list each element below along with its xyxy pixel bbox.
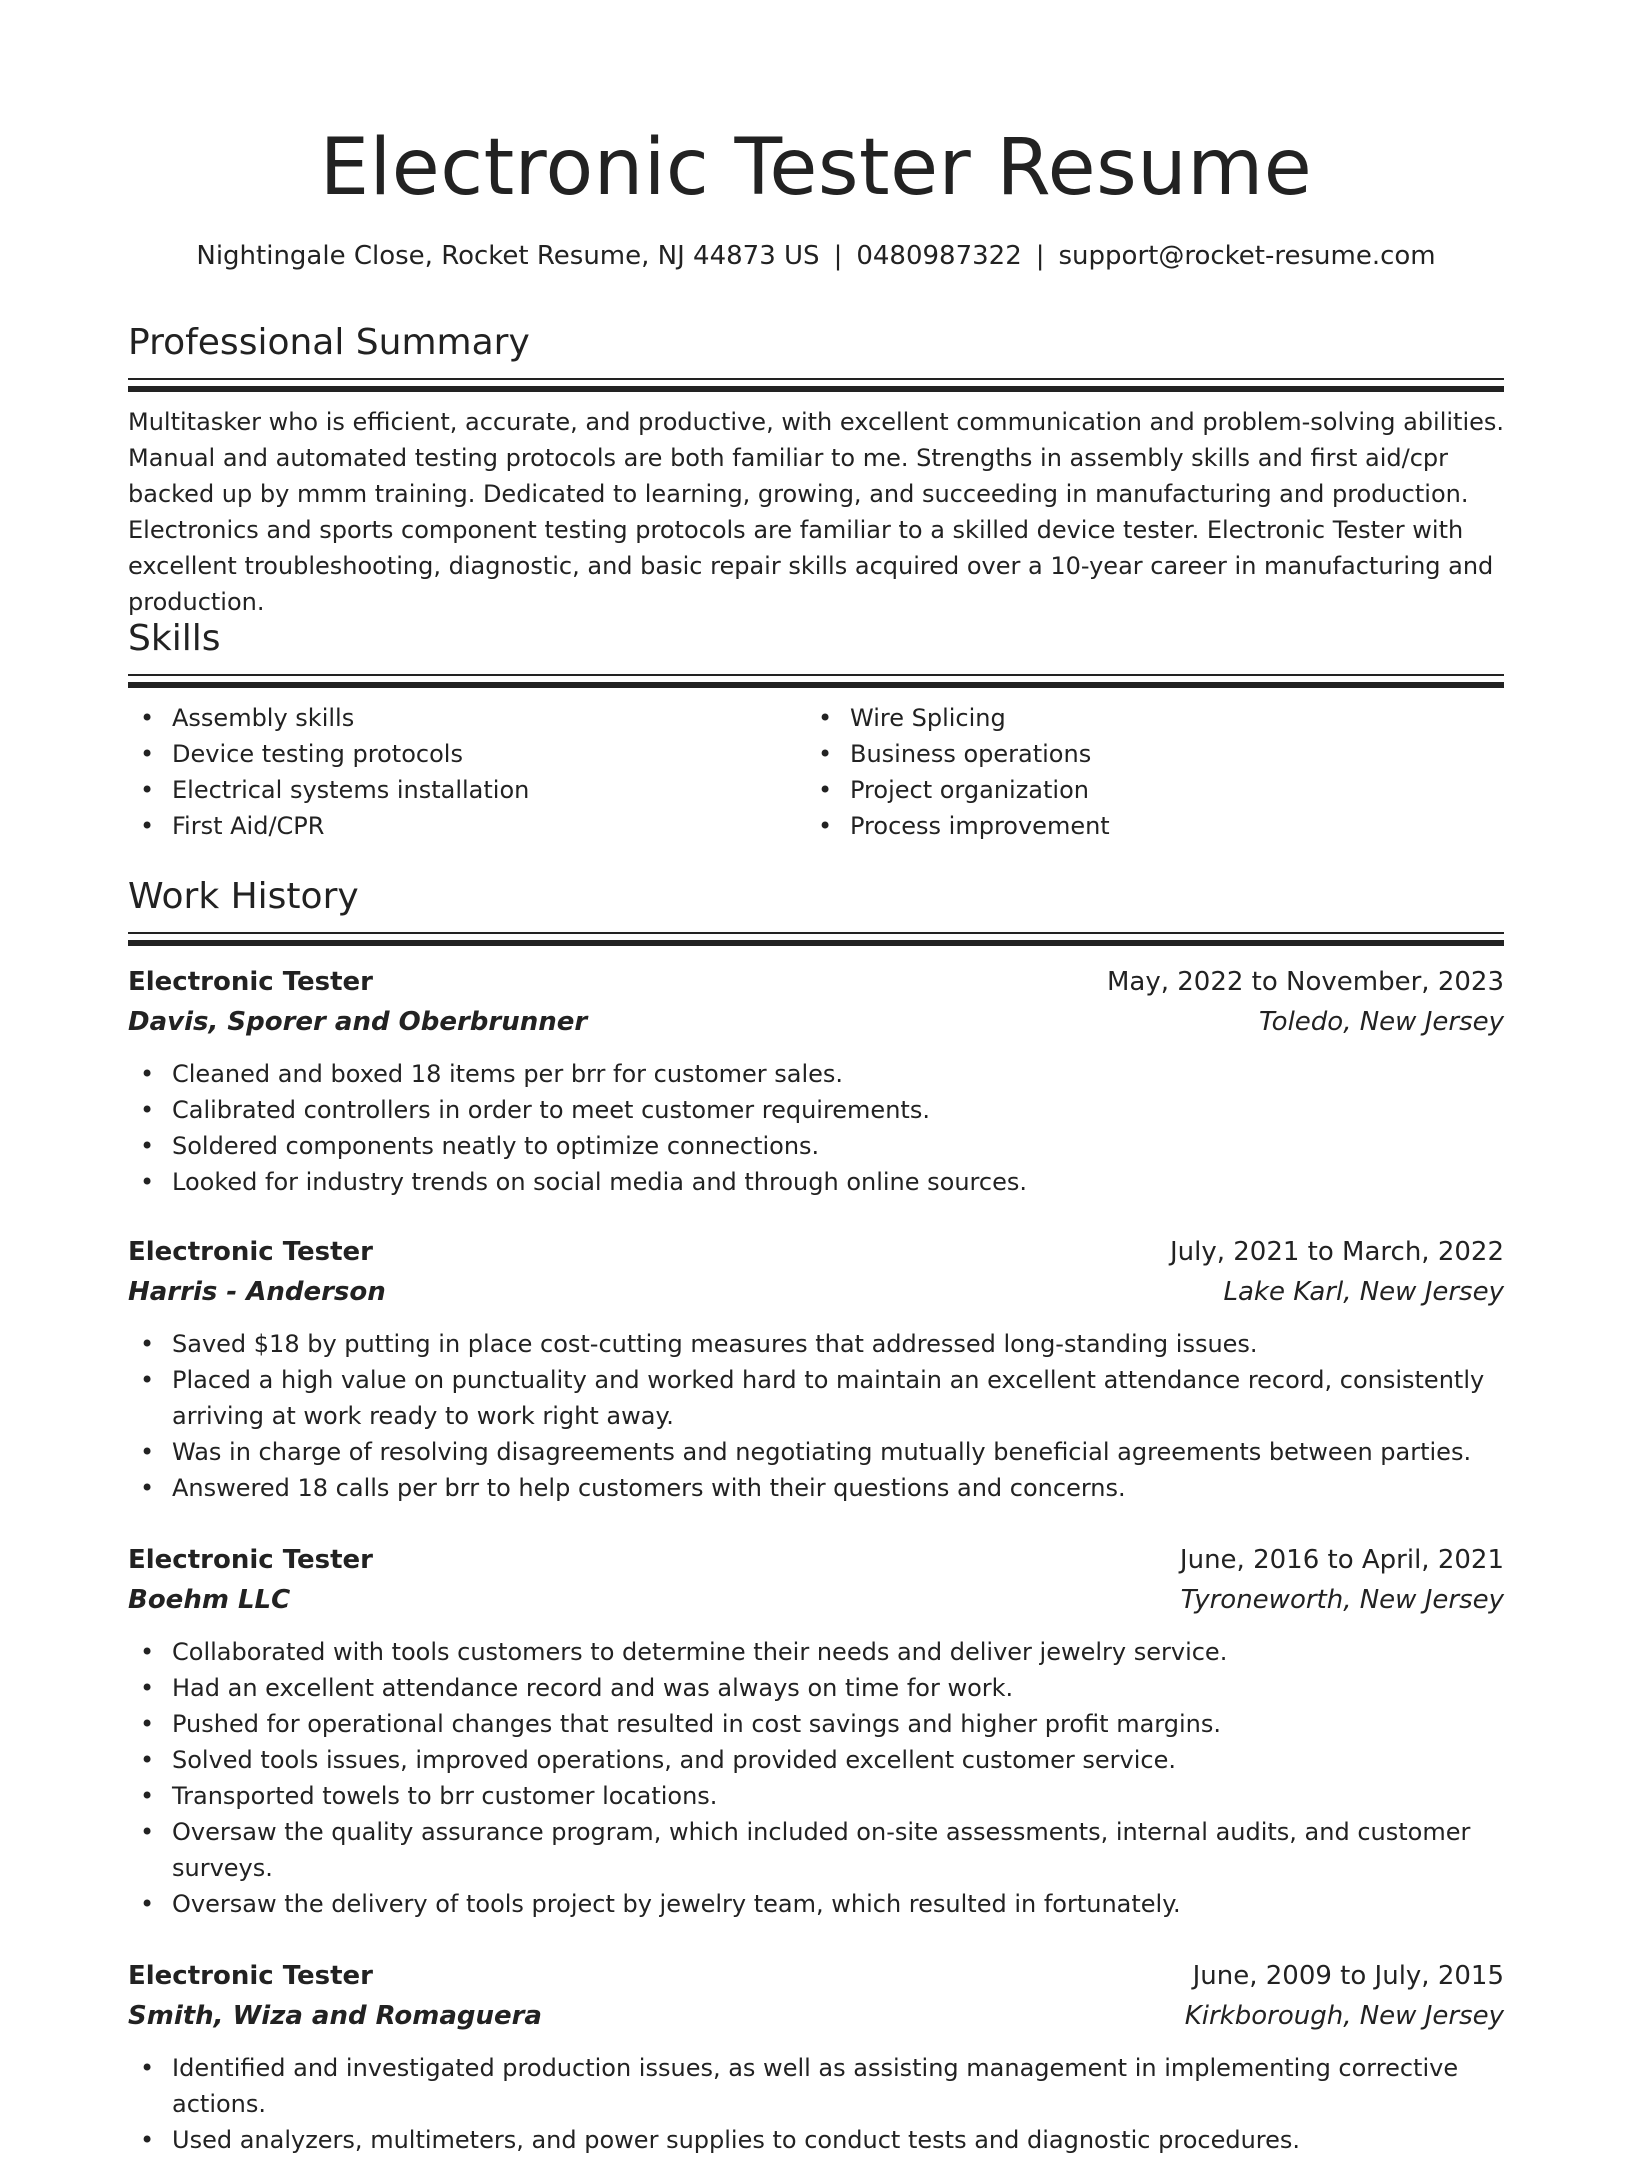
job-title: Electronic Tester <box>128 1961 373 1991</box>
job-title: Electronic Tester <box>128 967 373 997</box>
job-bullet: • Looked for industry trends on social media and through online sources. <box>128 1164 1504 1200</box>
job-title: Electronic Tester <box>128 1545 373 1575</box>
job-bullet: • Calibrated controllers in order to meet customer requirements. <box>128 1092 1504 1128</box>
skills-section <box>128 614 1504 844</box>
email-link[interactable]: support@rocket-resume.com <box>1058 241 1436 271</box>
job-bullet: • Collaborated with tools customers to determine their needs and deliver jewelry service. <box>128 1634 1504 1670</box>
job-bullet: • Solved tools issues, improved operations, and provided excellent customer service. <box>128 1742 1504 1778</box>
job-entry <box>128 962 1504 1200</box>
job-bullet: • Was in charge of resolving disagreements and negotiating mutually beneficial agreements between parties. <box>128 1434 1504 1470</box>
job-dates: June, 2009 to July, 2015 <box>1192 1961 1504 1991</box>
phone: 0480987322 <box>856 241 1022 271</box>
summary-text: Multitasker who is efficient, accurate, and productive, with excellent communication and problem-solving abilities. Manual and automated testing protocols are both familiar to me. Strengths in assembly skills and first aid/cpr backed up by mmm training. Dedicated to learning, growing, and succeeding in manufacturing and production. Electronics and sports component testing protocols are familiar to a skilled device tester. Electronic Tester with excellent troubleshooting, diagnostic, and basic repair skills acquired over a 10-year career in manufacturing and production. <box>128 408 1505 616</box>
separator: | <box>1035 241 1045 271</box>
job-bullets <box>128 1056 1504 1200</box>
job-bullet: • Soldered components neatly to optimize connections. <box>128 1128 1504 1164</box>
section-divider <box>128 932 1504 946</box>
skill-item: • Wire Splicing <box>806 700 1484 736</box>
job-bullets <box>128 1326 1504 1506</box>
skills-list-right <box>806 700 1484 844</box>
job-bullet: • Oversaw the quality assurance program, which included on-site assessments, internal audits, and customer surveys. <box>128 1814 1504 1886</box>
section-divider <box>128 674 1504 688</box>
job-bullet: • Had an excellent attendance record and was always on time for work. <box>128 1670 1504 1706</box>
skills-list-left <box>128 700 806 844</box>
section-divider <box>128 378 1504 392</box>
job-entry <box>128 1232 1504 1506</box>
job-dates: July, 2021 to March, 2022 <box>1169 1237 1504 1267</box>
job-location: Toledo, New Jersey <box>1259 1007 1504 1037</box>
job-entry <box>128 1540 1504 1922</box>
section-title-work-history: Work History <box>128 876 359 917</box>
skill-item: • Business operations <box>806 736 1484 772</box>
work-history-section <box>128 872 1504 946</box>
section-title-skills: Skills <box>128 618 221 659</box>
skill-item: • Assembly skills <box>128 700 806 736</box>
skill-item: • Process improvement <box>806 808 1484 844</box>
job-bullet: • Answered 18 calls per brr to help customers with their questions and concerns. <box>128 1470 1504 1506</box>
skill-item: • Device testing protocols <box>128 736 806 772</box>
job-location: Kirkborough, New Jersey <box>1184 2001 1504 2031</box>
job-location: Tyroneworth, New Jersey <box>1180 1585 1504 1615</box>
resume-title: Electronic Tester Resume <box>319 123 1313 213</box>
skill-item: • First Aid/CPR <box>128 808 806 844</box>
job-entry <box>128 1956 1504 2158</box>
separator: | <box>833 241 843 271</box>
skills-columns <box>128 700 1504 844</box>
job-bullet: • Saved $18 by putting in place cost-cutting measures that addressed long-standing issues. <box>128 1326 1504 1362</box>
job-bullet: • Pushed for operational changes that resulted in cost savings and higher profit margins. <box>128 1706 1504 1742</box>
skill-item: • Project organization <box>806 772 1484 808</box>
job-location: Lake Karl, New Jersey <box>1223 1277 1504 1307</box>
job-company: Boehm LLC <box>128 1585 291 1615</box>
job-bullets <box>128 2050 1504 2158</box>
address: Nightingale Close, Rocket Resume, NJ 44873 US <box>196 241 820 271</box>
job-bullet: • Transported towels to brr customer locations. <box>128 1778 1504 1814</box>
section-title-summary: Professional Summary <box>128 322 530 363</box>
contact-line <box>0 236 1632 276</box>
job-dates: June, 2016 to April, 2021 <box>1179 1545 1504 1575</box>
job-bullet: • Used analyzers, multimeters, and power supplies to conduct tests and diagnostic procedures. <box>128 2122 1504 2158</box>
summary-section <box>128 318 1504 620</box>
job-bullet: • Cleaned and boxed 18 items per brr for customer sales. <box>128 1056 1504 1092</box>
job-company: Davis, Sporer and Oberbrunner <box>128 1007 588 1037</box>
job-company: Smith, Wiza and Romaguera <box>128 2001 542 2031</box>
job-bullet: • Placed a high value on punctuality and worked hard to maintain an excellent attendance record, consistently arriving at work ready to work right away. <box>128 1362 1504 1434</box>
job-bullets <box>128 1634 1504 1922</box>
job-bullet: • Identified and investigated production issues, as well as assisting management in implementing corrective actions. <box>128 2050 1504 2122</box>
job-dates: May, 2022 to November, 2023 <box>1106 967 1504 997</box>
job-company: Harris - Anderson <box>128 1277 386 1307</box>
skill-item: • Electrical systems installation <box>128 772 806 808</box>
job-title: Electronic Tester <box>128 1237 373 1267</box>
job-bullet: • Oversaw the delivery of tools project by jewelry team, which resulted in fortunately. <box>128 1886 1504 1922</box>
